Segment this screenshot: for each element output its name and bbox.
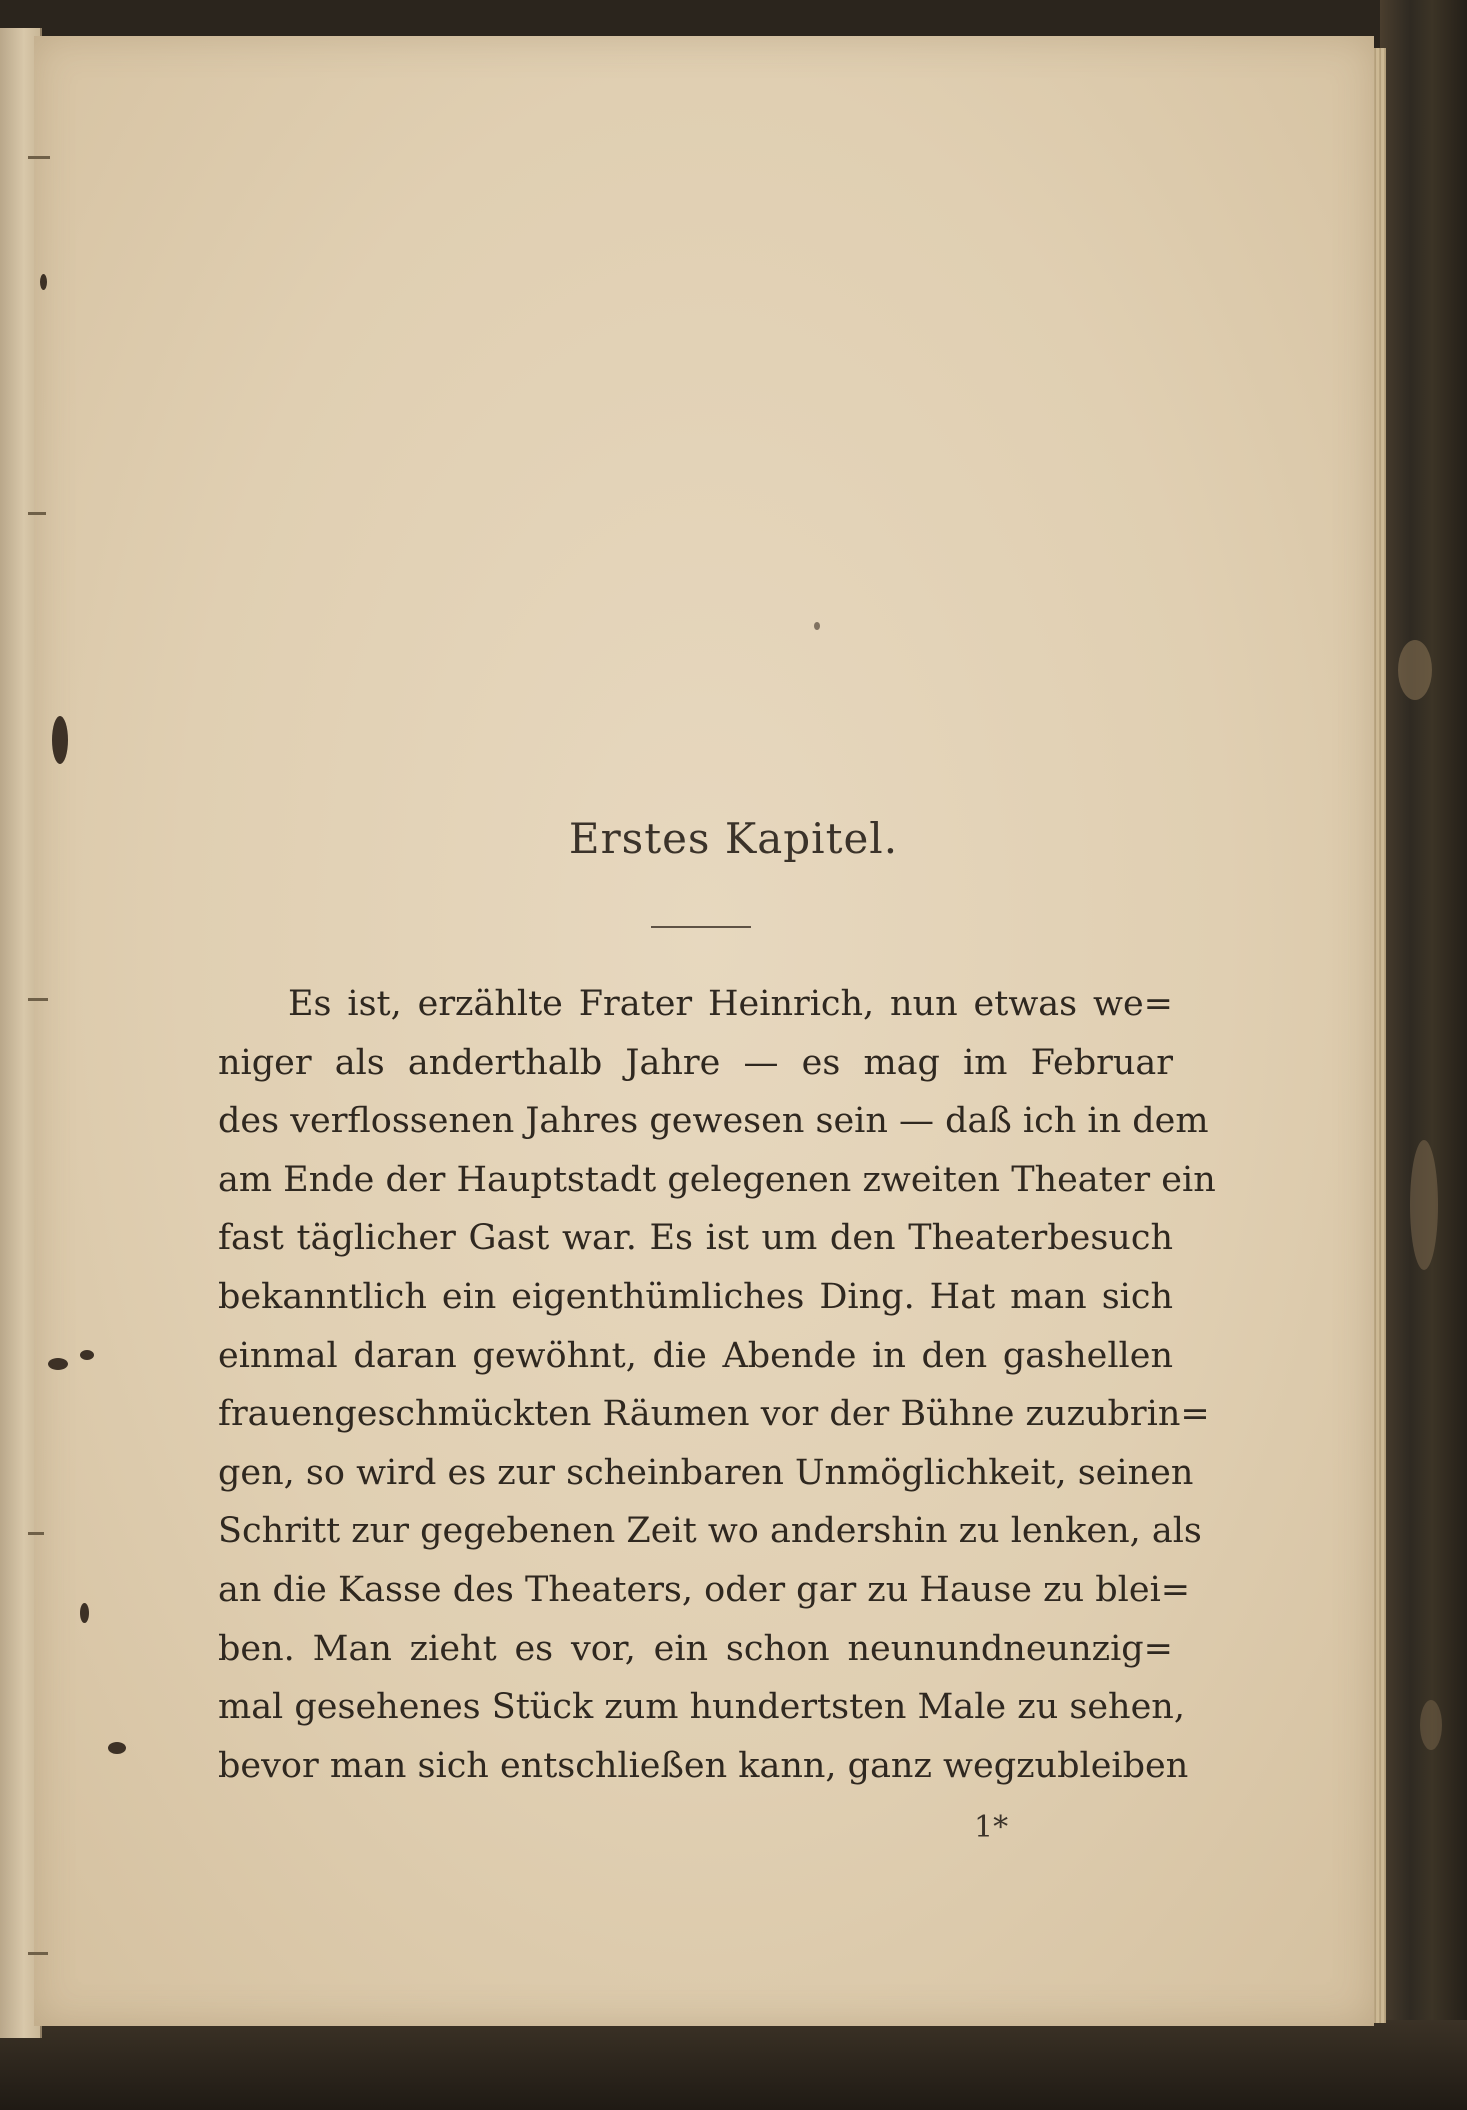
text-line: fast täglicher Gast war. Es ist um den Theaterbesuch: [218, 1218, 1173, 1259]
text-line: einmal daran gewöhnt, die Abende in den gashellen: [218, 1335, 1173, 1376]
text-line: gen, so wird es zur scheinbaren Unmöglichkeit, seinen: [218, 1452, 1194, 1493]
title-rule: [651, 926, 751, 928]
text-line: mal gesehenes Stück zum hundertsten Male zu sehen,: [218, 1687, 1185, 1728]
book-cover-bottom: [0, 2020, 1467, 2110]
text-line: Es ist, erzählte Frater Heinrich, nun etwas we=: [288, 984, 1173, 1024]
text-line: bekanntlich ein eigenthümliches Ding. Hat man sich: [218, 1276, 1173, 1317]
text-line: am Ende der Hauptstadt gelegenen zweiten Theater ein: [218, 1159, 1216, 1200]
signature-mark: 1*: [974, 1810, 1009, 1845]
body-text: [218, 975, 1216, 1795]
text-line: an die Kasse des Theaters, oder gar zu Hause zu blei=: [218, 1569, 1191, 1610]
text-line: frauengeschmückten Räumen vor der Bühne zuzubrin=: [218, 1394, 1210, 1435]
book-cover-edge: [1380, 0, 1467, 2110]
text-line: des verflossenen Jahres gewesen sein — daß ich in dem: [218, 1101, 1209, 1142]
text-line: Schritt zur gegebenen Zeit wo andershin zu lenken, als: [218, 1511, 1202, 1552]
text-line: bevor man sich entschließen kann, ganz wegzubleiben: [218, 1745, 1189, 1786]
text-line: niger als anderthalb Jahre — es mag im Februar: [218, 1042, 1173, 1083]
chapter-title: Erstes Kapitel.: [568, 814, 899, 863]
text-line: ben. Man zieht es vor, ein schon neunundneunzig=: [218, 1628, 1173, 1669]
